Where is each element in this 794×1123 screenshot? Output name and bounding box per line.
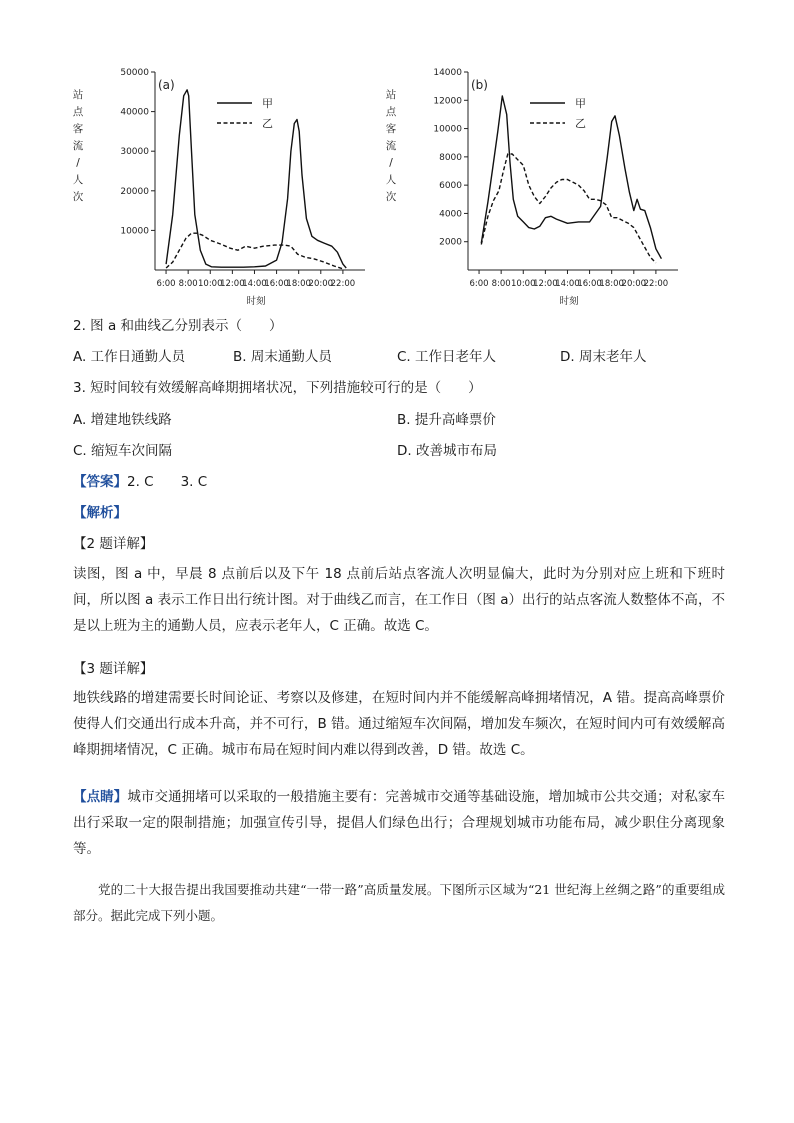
chart-b-x-tick-label: 12:00 (533, 279, 558, 289)
q2-detail-text: 读图，图 a 中，早晨 8 点前后以及下午 18 点前后站点客流人次明显偏大，此时为分别对应上班和下班时间，所以图 a 表示工作日出行统计图。对于曲线乙而言，在工作日（图 a）出行的站点客流人数整体不高，不是以上班为主的通勤人员，应表示老年人，C 正确。故选 C。 (73, 566, 725, 634)
chart-b-x-tick-label: 18:00 (599, 279, 624, 289)
chart-b-x-tick-label: 10:00 (511, 279, 536, 289)
chart-b-x-tick-label: 6:00 (469, 279, 489, 289)
answer-line (73, 472, 723, 492)
chart-a-series-line-yi (166, 233, 343, 269)
chart-b-series-line-yi (481, 154, 656, 263)
chart-a-y-tick-label: 40000 (120, 107, 149, 118)
chart-b-panel-label: (b) (471, 78, 488, 92)
chart-a-svg (70, 62, 370, 312)
chart-a-x-axis-title: 时刻 (246, 296, 266, 307)
q2-option-b[interactable]: B. 周末通勤人员 (233, 349, 332, 365)
chart-b-x-tick-label: 16:00 (577, 279, 602, 289)
chart-a (70, 62, 370, 312)
chart-a-series-line-jia (166, 90, 346, 268)
chart-b-x-tick-label: 22:00 (643, 279, 669, 289)
chart-a-x-tick-label: 22:00 (330, 279, 356, 289)
q2-detail-title: 【2 题详解】 (73, 536, 154, 552)
q2-option-c[interactable]: C. 工作日老年人 (397, 349, 497, 365)
q2-stem: 2. 图 a 和曲线乙分别表示（ ） (73, 318, 283, 334)
chart-b-x-tick-label: 14:00 (555, 279, 580, 289)
chart-a-x-tick-label: 16:00 (264, 279, 289, 289)
chart-a-y-tick-label: 30000 (120, 147, 149, 158)
q3-detail-text: 地铁线路的增建需要长时间论证、考察以及修建，在短时间内并不能缓解高峰拥堵情况，A 错。提高高峰票价使得人们交通出行成本升高，并不可行，B 错。通过缩短车次间隔，增加发车频次，在短时间内可有效缓解高峰期拥堵情况，C 正确。城市布局在短时间内难以得到改善，D 错。故选 C。 (73, 690, 725, 758)
chart-a-x-tick-label: 10:00 (198, 279, 223, 289)
chart-b-x-tick-label: 20:00 (621, 279, 647, 289)
chart-a-x-tick-label: 8:00 (178, 279, 198, 289)
chart-b-y-tick-label: 2000 (439, 237, 462, 248)
chart-a-y-axis-title: 站点客流/人次 (72, 89, 84, 203)
chart-a-x-tick-label: 18:00 (286, 279, 311, 289)
chart-a-x-tick-label: 12:00 (220, 279, 245, 289)
chart-a-y-tick-label: 20000 (120, 186, 149, 197)
chart-b-series-line-jia (481, 96, 661, 259)
chart-b-y-tick-label: 12000 (433, 96, 462, 107)
q2-option-d[interactable]: D. 周末老年人 (560, 349, 647, 365)
chart-a-x-tick-label: 20:00 (308, 279, 334, 289)
tip-tag: 【点睛】 (73, 789, 128, 805)
chart-b-x-tick-label: 8:00 (491, 279, 511, 289)
chart-a-legend-label: 乙 (262, 117, 273, 130)
chart-b-y-axis-title: 站点客流/人次 (385, 89, 397, 203)
chart-b-legend-label: 甲 (575, 97, 586, 110)
chart-b-x-axis-title: 时刻 (559, 296, 579, 307)
chart-b-y-tick-label: 10000 (433, 124, 462, 135)
chart-a-legend-label: 甲 (262, 97, 273, 110)
chart-b-y-tick-label: 4000 (439, 209, 462, 220)
chart-b-y-tick-label: 6000 (439, 181, 462, 192)
answer-tag: 【答案】 (73, 474, 127, 490)
chart-a-x-tick-label: 14:00 (242, 279, 267, 289)
analysis-tag: 【解析】 (73, 505, 127, 521)
q2-option-a[interactable]: A. 工作日通勤人员 (73, 349, 186, 365)
chart-b-svg (383, 62, 683, 312)
tip-text: 城市交通拥堵可以采取的一般措施主要有：完善城市交通等基础设施，增加城市公共交通；对私家车出行采取一定的限制措施；加强宣传引导，提倡人们绿色出行；合理规划城市功能布局，减少职住分离现象等。 (73, 789, 726, 857)
chart-a-x-tick-label: 6:00 (156, 279, 176, 289)
chart-a-y-tick-label: 10000 (120, 226, 149, 237)
next-section-intro: 党的二十大报告提出我国要推动共建“一带一路”高质量发展。下图所示区域为“21 世纪海上丝绸之路”的重要组成部分。据此完成下列小题。 (73, 882, 725, 923)
tip-paragraph (73, 784, 725, 862)
chart-b-y-tick-label: 14000 (433, 68, 462, 78)
chart-b-y-tick-label: 8000 (439, 152, 462, 163)
q3-option-b[interactable]: B. 提升高峰票价 (397, 412, 496, 428)
chart-b (383, 62, 683, 312)
answer-text: 2. C 3. C (127, 474, 208, 490)
chart-a-panel-label: (a) (158, 78, 175, 92)
q3-stem: 3. 短时间较有效缓解高峰期拥堵状况，下列措施较可行的是（ ） (73, 380, 482, 396)
q3-option-d[interactable]: D. 改善城市布局 (397, 443, 497, 459)
q3-option-c[interactable]: C. 缩短车次间隔 (73, 443, 173, 459)
chart-b-legend-label: 乙 (575, 117, 586, 130)
q3-detail-title: 【3 题详解】 (73, 661, 154, 677)
chart-a-y-tick-label: 50000 (120, 68, 149, 78)
q3-option-a[interactable]: A. 增建地铁线路 (73, 412, 172, 428)
